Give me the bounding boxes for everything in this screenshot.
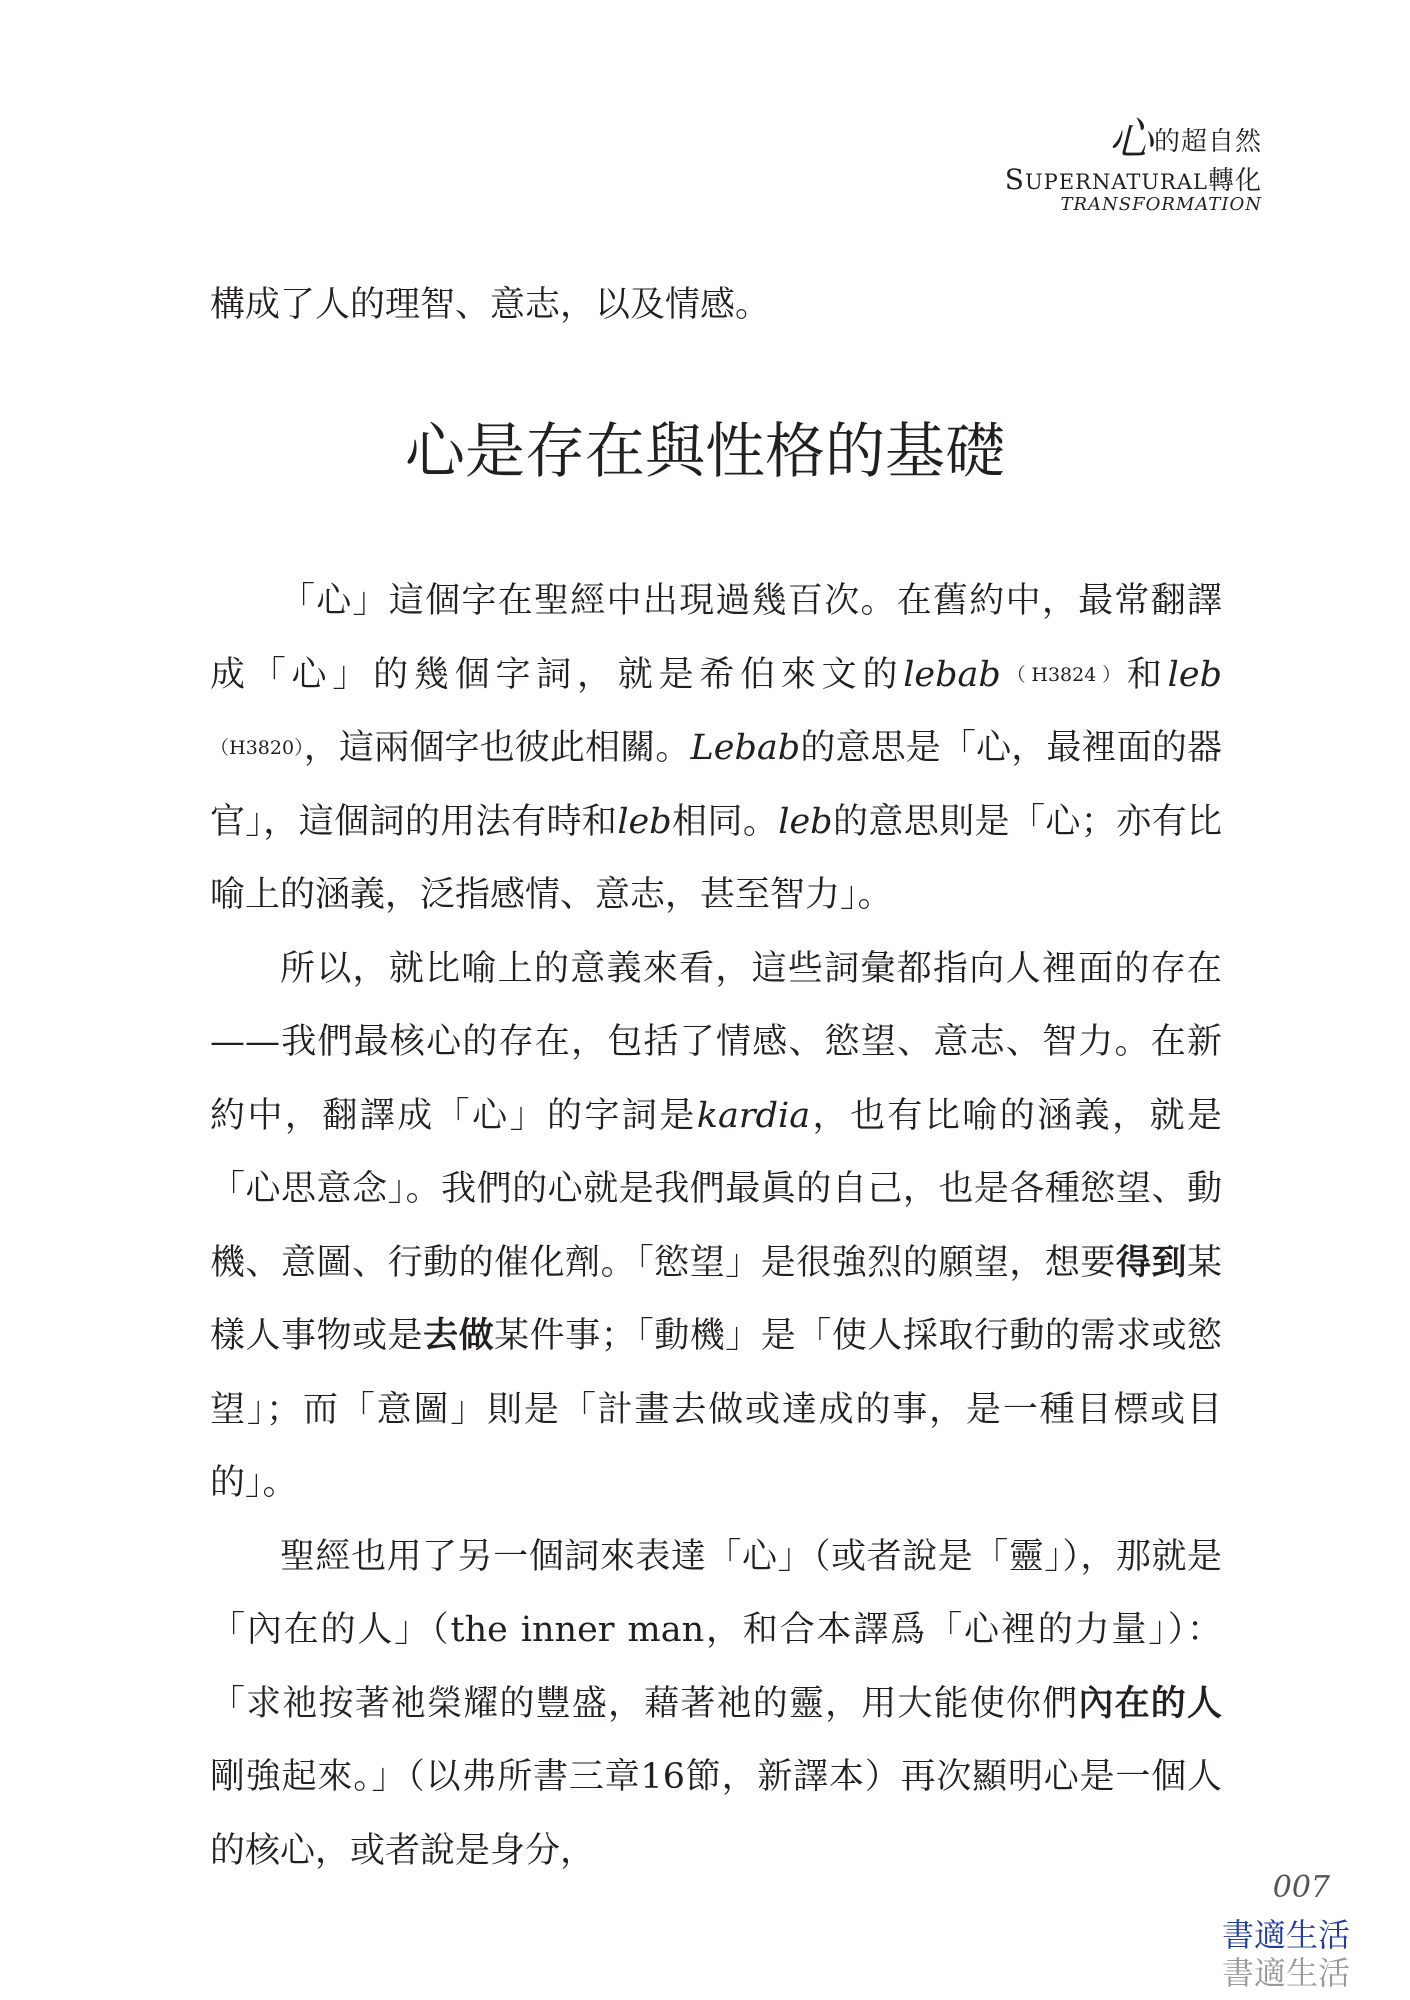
lead-line: 構成了人的理智、意志，以及情感。	[210, 285, 771, 325]
watermark-shadow: 書適生活	[1221, 1954, 1350, 1992]
watermark: 書適生活	[1221, 1916, 1350, 1954]
paragraph-2: 所以，就比喻上的意義來看，這些詞彙都指向人裡面的存在——我們最核心的存在，包括了情感、慾望、意志、智力。在新約中，翻譯成「心」的字詞是kardia，也有比喻的涵義，就是「心思意念」。我們的心就是我們最眞的自己，也是各種慾望、動機、意圖、行動的催化劑。「慾望」是很強烈的願望，想要得到某樣人事物或是去做某件事；「動機」是「使人採取行動的需求或慾望」；而「意圖」則是「計畫去做或達成的事，是一種目標或目的」。	[210, 948, 1222, 1503]
running-header-en: SUPERNATURAL轉化	[1004, 163, 1262, 196]
paragraph-3: 聖經也用了另一個詞來表達「心」（或者說是「靈」），那就是「內在的人」（the inner man，和合本譯爲「心裡的力量」）：「求祂按著祂榮耀的豐盛，藉著祂的靈，用大能使你們內在的人剛強起來。」（以弗所書三章16節，新譯本）再次顯明心是一個人的核心，或者說是身分，	[210, 1536, 1222, 1871]
running-header-zh: 心的超自然	[1108, 114, 1262, 165]
paragraph-1: 「心」這個字在聖經中出現過幾百次。在舊約中，最常翻譯成「心」的幾個字詞，就是希伯來文的lebab（H3824）和leb（H3820），這兩個字也彼此相關。Lebab的意思是「心，最裡面的器官」，這個詞的用法有時和leb相同。leb的意思則是「心；亦有比喻上的涵義，泛指感情、意志，甚至智力」。	[210, 581, 1222, 915]
section-title: 心是存在與性格的基礎	[405, 417, 1005, 487]
running-header-en-sub: TRANSFORMATION	[1060, 194, 1262, 215]
page-number: 007	[1272, 1870, 1330, 1905]
body-text	[210, 565, 1222, 1888]
running-header	[1004, 114, 1262, 215]
